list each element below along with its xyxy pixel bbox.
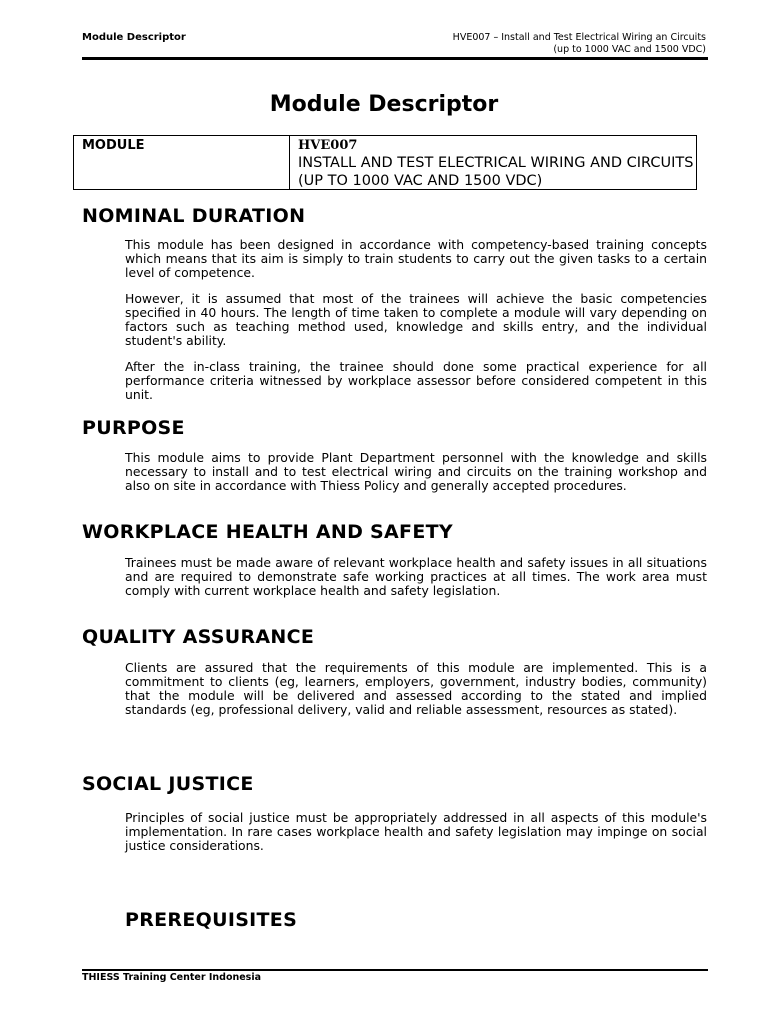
document-title: Module Descriptor bbox=[269, 92, 499, 117]
module-label-cell bbox=[74, 136, 290, 189]
heading-quality-assurance: QUALITY ASSURANCE bbox=[82, 626, 315, 648]
header-right-line2: (up to 1000 VAC and 1500 VDC) bbox=[553, 44, 706, 55]
whs-paragraph: Trainees must be made aware of relevant workplace health and safety issues in all situations and are required to demonstrate safe working practices at all times. The work area must comply with current workplace health and safety legislation. bbox=[125, 555, 707, 598]
header-right-title bbox=[453, 32, 706, 56]
heading-purpose: PURPOSE bbox=[82, 417, 185, 439]
footer-divider bbox=[82, 969, 708, 971]
nominal-duration-paragraph-1: This module has been designed in accordance with competency-based training concepts which means that its aim is simply to train students to carry out the given tasks to a certain level of competence. bbox=[125, 237, 707, 280]
module-label: MODULE bbox=[82, 138, 145, 153]
heading-workplace-health-safety: WORKPLACE HEALTH AND SAFETY bbox=[82, 521, 453, 543]
module-table bbox=[73, 135, 697, 190]
nominal-duration-paragraph-2: However, it is assumed that most of the trainees will achieve the basic competencies specified in 40 hours. The length of time taken to complete a module will vary depending on factors such as teaching method used, knowledge and skills entry, and the individual student's ability. bbox=[125, 291, 707, 348]
footer-text: THIESS Training Center Indonesia bbox=[82, 972, 262, 983]
nominal-duration-paragraph-3: After the in-class training, the trainee should done some practical experience for all performance criteria witnessed by workplace assessor before considered competent in this unit. bbox=[125, 359, 707, 402]
header-divider bbox=[82, 57, 708, 60]
purpose-paragraph: This module aims to provide Plant Department personnel with the knowledge and skills necessary to install and to test electrical wiring and circuits on the training workshop and also on site in accordance with Thiess Policy and generally accepted procedures. bbox=[125, 450, 707, 493]
module-code: HVE007 bbox=[298, 138, 358, 153]
module-title: INSTALL AND TEST ELECTRICAL WIRING AND CIRCUITS (UP TO 1000 VAC AND 1500 VDC) bbox=[298, 155, 694, 189]
quality-assurance-paragraph: Clients are assured that the requirements of this module are implemented. This is a commitment to clients (eg, learners, employers, government, industry bodies, community) that the module will be delivered and assessed according to the stated and implied standards (eg, professional delivery, valid and reliable assessment, resources as stated). bbox=[125, 660, 707, 717]
heading-social-justice: SOCIAL JUSTICE bbox=[82, 773, 254, 795]
social-justice-paragraph: Principles of social justice must be appropriately addressed in all aspects of this module's implementation. In rare cases workplace health and safety legislation may impinge on social justice considerations. bbox=[125, 810, 707, 853]
header-right-line1: HVE007 – Install and Test Electrical Wiring an Circuits bbox=[452, 32, 706, 43]
heading-prerequisites: PREREQUISITES bbox=[125, 909, 298, 931]
header-left-title: Module Descriptor bbox=[82, 32, 186, 43]
heading-nominal-duration: NOMINAL DURATION bbox=[82, 205, 306, 227]
